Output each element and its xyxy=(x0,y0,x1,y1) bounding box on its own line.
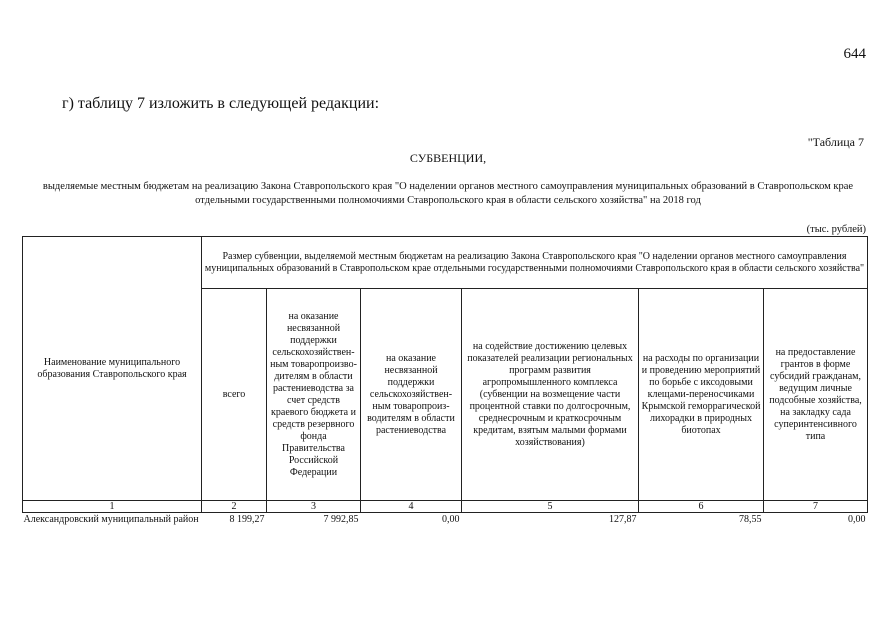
column-number: 1 xyxy=(23,501,202,513)
column-header-reserve-fund-support: на оказание несвязанной поддержки сельскохозяйствен-ным товаропроизво-дителям в области растениеводства за счет средств краевого бюджета и средств резервного фонда Правительства Российской Федерации xyxy=(267,289,361,501)
column-group-header: Размер субвенции, выделяемой местным бюджетам на реализацию Закона Ставропольского края "О наделении органов местного самоуправления муниципальных образований в Ставропольском крае отдельными государственными полномочиями Ставропольского края в области сельского хозяйства" xyxy=(202,237,868,289)
column-number: 7 xyxy=(764,501,868,513)
column-number: 4 xyxy=(361,501,462,513)
column-header-interest-rate-compensation: на содействие достижению целевых показателей реализации региональных программ развития агропромышленного комплекса (субвенции на возмещение части процентной ставки по долгосрочным, среднесрочным и краткосрочным кредитам, взятым малыми формами хозяйствования) xyxy=(462,289,639,501)
column-header-tick-control: на расходы по организации и проведению мероприятий по борьбе с иксодовыми клещами-переносчиками Крымской геморрагической лихорадки в природных биотопах xyxy=(639,289,764,501)
column-header-orchard-grants: на предоставление грантов в форме субсидий гражданам, ведущим личные подсобные хозяйства, на закладку сада суперинтенсивного типа xyxy=(764,289,868,501)
row-name: Александровский муниципальный район xyxy=(23,514,199,525)
document-title: СУБВЕНЦИИ, xyxy=(409,151,487,165)
row-value: 0,00 xyxy=(442,514,460,525)
document-subtitle: выделяемые местным бюджетам на реализацию Закона Ставропольского края "О наделении органов местного самоуправления муниципальных образований в Ставропольском крае отдельными государственными полномочиями Ставропольского края в области сельского хозяйства" на 2018 год xyxy=(42,181,854,206)
column-number: 2 xyxy=(202,501,267,513)
instruction-text: г) таблицу 7 изложить в следующей редакции: xyxy=(62,95,380,112)
column-header-total: всего xyxy=(202,289,267,501)
table-reference: "Таблица 7 xyxy=(807,135,864,149)
column-header-crop-support: на оказание несвязанной поддержки сельскохозяйствен-ным товаропроиз-водителям в области растениеводства xyxy=(361,289,462,501)
units-label: (тыс. рублей) xyxy=(806,224,866,235)
page-number: 644 xyxy=(843,46,866,62)
row-value: 0,00 xyxy=(848,514,866,525)
row-value: 7 992,85 xyxy=(323,514,359,525)
row-value: 78,55 xyxy=(739,514,762,525)
column-number: 5 xyxy=(462,501,639,513)
subsidy-table xyxy=(22,236,868,527)
column-number: 6 xyxy=(639,501,764,513)
column-number: 3 xyxy=(267,501,361,513)
table-row xyxy=(23,513,868,528)
row-value: 127,87 xyxy=(609,514,637,525)
column-header-name: Наименование муниципального образования Ставропольского края xyxy=(23,237,202,501)
table-header-row xyxy=(23,237,868,289)
row-value-total: 8 199,27 xyxy=(229,514,265,525)
column-number-row xyxy=(23,501,868,513)
